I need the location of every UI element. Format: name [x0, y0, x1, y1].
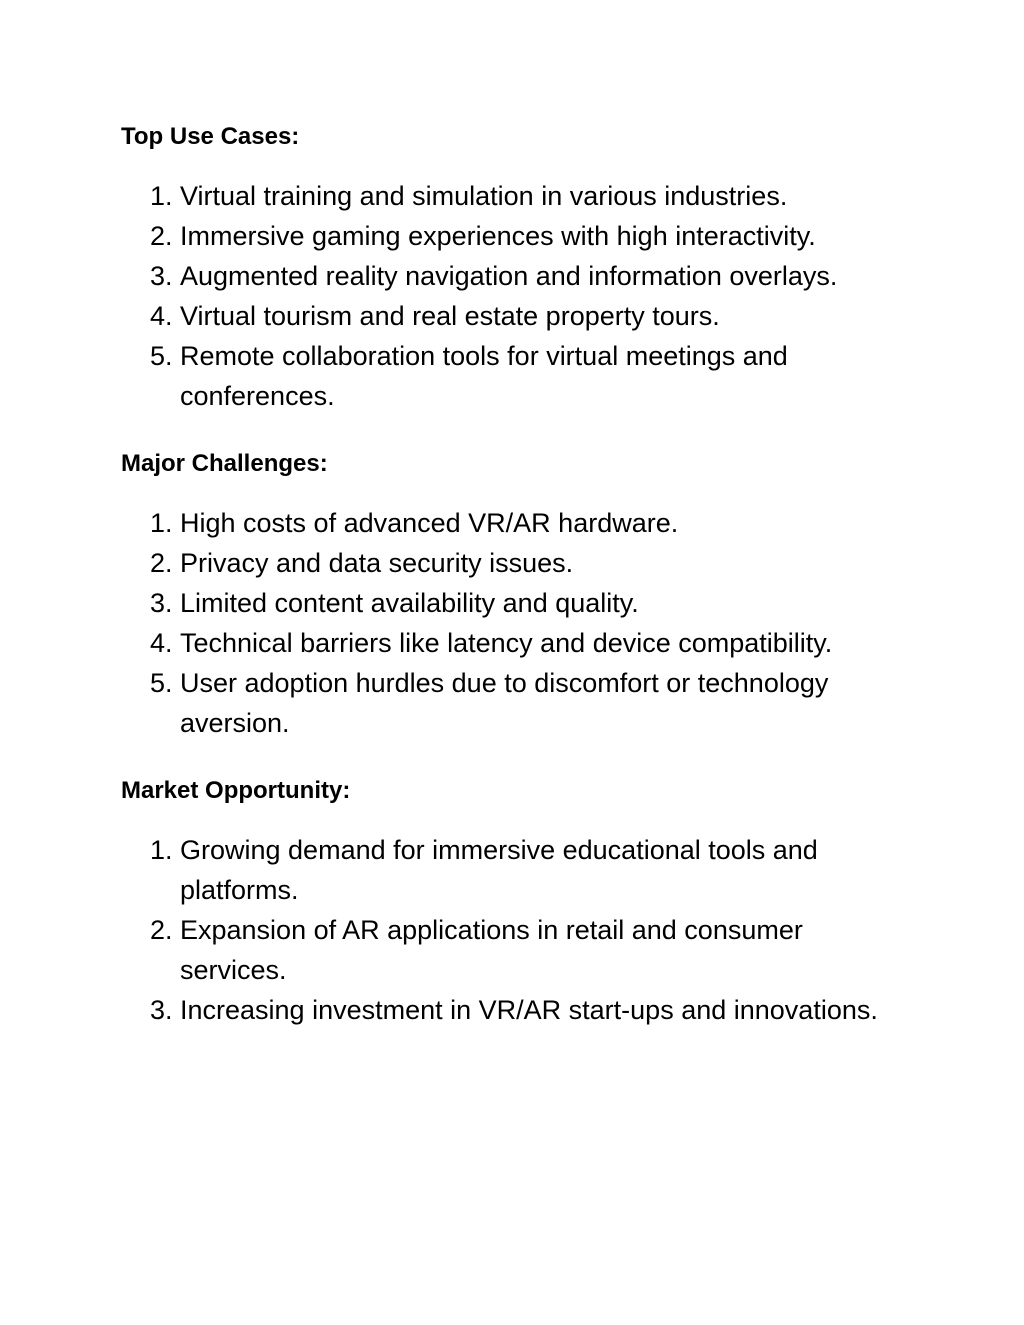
- list-item-text: Remote collaboration tools for virtual meetings and conferences.: [180, 341, 788, 411]
- list-item-number: 3.: [150, 261, 173, 291]
- list-item-text: Growing demand for immersive educational tools and platforms.: [180, 835, 818, 905]
- market-opportunity-list: [121, 830, 921, 1030]
- list-item-number: 4.: [150, 301, 173, 331]
- list-item-number: 2.: [150, 548, 173, 578]
- list-item-number: 3.: [150, 995, 173, 1025]
- list-item-number: 1.: [150, 181, 173, 211]
- list-item-text: Virtual tourism and real estate property tours.: [180, 301, 720, 331]
- list-item: [121, 990, 898, 1030]
- list-item-text: Immersive gaming experiences with high interactivity.: [180, 221, 816, 251]
- list-item-number: 1.: [150, 508, 173, 538]
- section-heading-top-use-cases: Top Use Cases:: [121, 123, 300, 150]
- list-item: [121, 296, 898, 336]
- list-item-number: 5.: [150, 668, 173, 698]
- list-item: [121, 216, 898, 256]
- list-item-number: 1.: [150, 835, 173, 865]
- top-use-cases-list: [121, 176, 921, 416]
- list-item-text: Privacy and data security issues.: [180, 548, 574, 578]
- list-item-text: Augmented reality navigation and information overlays.: [180, 261, 838, 291]
- section-heading-market-opportunity: Market Opportunity:: [121, 777, 351, 804]
- list-item-text: Technical barriers like latency and device compatibility.: [180, 628, 833, 658]
- list-item-text: High costs of advanced VR/AR hardware.: [180, 508, 679, 538]
- list-item-number: 2.: [150, 915, 173, 945]
- list-item: [121, 623, 898, 663]
- list-item-number: 4.: [150, 628, 173, 658]
- section-heading-major-challenges: Major Challenges:: [121, 450, 328, 477]
- list-item: [121, 256, 898, 296]
- list-item-text: Expansion of AR applications in retail and consumer services.: [180, 915, 803, 985]
- list-item-number: 3.: [150, 588, 173, 618]
- list-item: [121, 176, 898, 216]
- list-item: [121, 583, 898, 623]
- list-item: [121, 663, 898, 743]
- document-page: [121, 117, 921, 1030]
- list-item: [121, 910, 898, 990]
- list-item-text: Limited content availability and quality.: [180, 588, 639, 618]
- list-item-number: 5.: [150, 341, 173, 371]
- list-item: [121, 336, 898, 416]
- list-item-text: User adoption hurdles due to discomfort or technology aversion.: [180, 668, 829, 738]
- list-item-number: 2.: [150, 221, 173, 251]
- list-item: [121, 503, 898, 543]
- list-item-text: Increasing investment in VR/AR start-ups and innovations.: [180, 995, 878, 1025]
- list-item: [121, 543, 898, 583]
- list-item: [121, 830, 898, 910]
- list-item-text: Virtual training and simulation in various industries.: [180, 181, 788, 211]
- major-challenges-list: [121, 503, 921, 743]
